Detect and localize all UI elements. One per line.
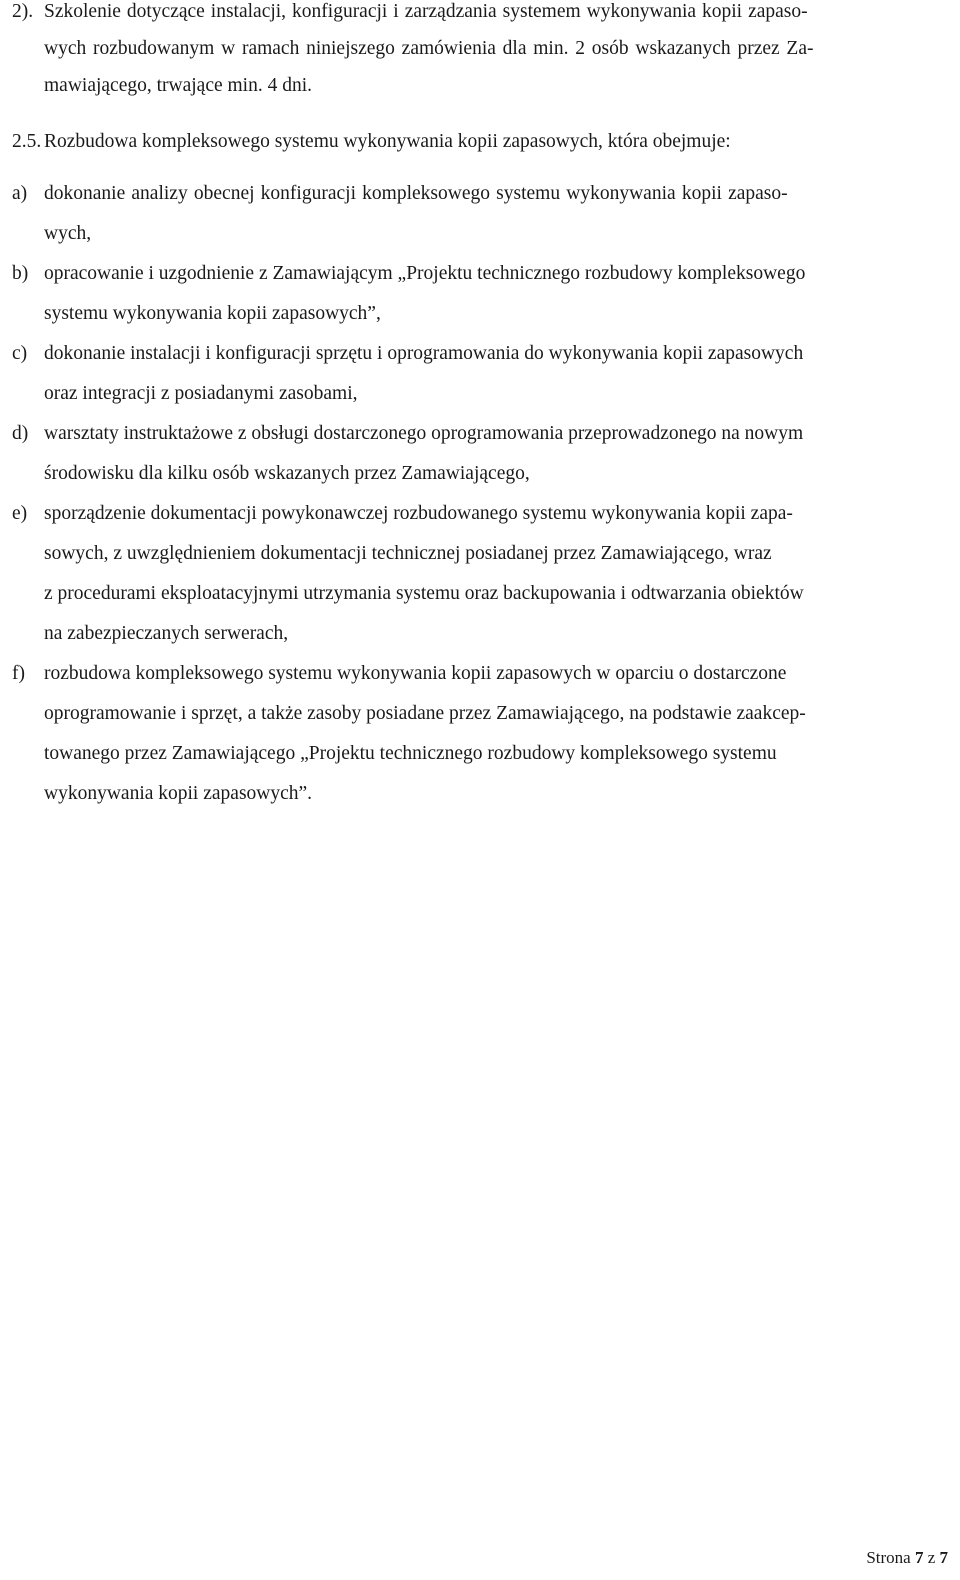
list-item-line: opracowanie i uzgodnienie z Zamawiającym „Projektu technicznego rozbudowy kompleksowego [44, 263, 806, 284]
footer-total-pages: 7 [939, 1548, 948, 1567]
list-item-marker: f) [12, 663, 25, 684]
list-item-line: sowych, z uwzględnieniem dokumentacji technicznej posiadanej przez Zamawiającego, wraz [44, 543, 772, 564]
list-item-line: towanego przez Zamawiającego „Projektu technicznego rozbudowy kompleksowego systemu [44, 743, 777, 764]
list-item-line: wych, [44, 223, 92, 244]
list-item-line: systemu wykonywania kopii zapasowych”, [44, 303, 381, 324]
list-item-line: dokonanie analizy obecnej konfiguracji kompleksowego systemu wykonywania kopii zapaso- [44, 183, 788, 204]
list-item-marker: d) [12, 423, 29, 444]
section-number: 2.5. [12, 131, 42, 152]
list-item-line: dokonanie instalacji i konfiguracji sprzętu i oprogramowania do wykonywania kopii zapasowych [44, 343, 804, 364]
list-item-marker: b) [12, 263, 29, 284]
section-title: Rozbudowa kompleksowego systemu wykonywania kopii zapasowych, która obejmuje: [44, 131, 731, 152]
footer-prefix: Strona [866, 1548, 911, 1567]
item-2-marker: 2). [12, 1, 34, 22]
list-item-marker: a) [12, 183, 28, 204]
item-2-line-2: wych rozbudowanym w ramach niniejszego zamówienia dla min. 2 osób wskazanych przez Za- [44, 38, 814, 59]
list-item-marker: c) [12, 343, 28, 364]
footer-current-page: 7 [914, 1548, 924, 1567]
list-item-line: na zabezpieczanych serwerach, [44, 623, 289, 644]
list-item-line: warsztaty instruktażowe z obsługi dostarczonego oprogramowania przeprowadzonego na nowym [44, 423, 804, 444]
list-item-line: z procedurami eksploatacyjnymi utrzymania systemu oraz backupowania i odtwarzania obiektów [44, 583, 804, 604]
list-item-line: oprogramowanie i sprzęt, a także zasoby posiadane przez Zamawiającego, na podstawie zaakcep- [44, 703, 806, 724]
list-item-line: sporządzenie dokumentacji powykonawczej rozbudowanego systemu wykonywania kopii zapa- [44, 503, 793, 524]
page-number-footer [866, 1546, 948, 1570]
list-item-line: wykonywania kopii zapasowych”. [44, 783, 313, 804]
list-item-line: oraz integracji z posiadanymi zasobami, [44, 383, 358, 404]
item-2-line-1: Szkolenie dotyczące instalacji, konfiguracji i zarządzania systemem wykonywania kopii zapaso- [44, 1, 808, 22]
footer-of: z [927, 1548, 936, 1567]
list-item-line: środowisku dla kilku osób wskazanych przez Zamawiającego, [44, 463, 530, 484]
list-item-marker: e) [12, 503, 28, 524]
item-2-line-3: mawiającego, trwające min. 4 dni. [44, 75, 313, 96]
list-item-line: rozbudowa kompleksowego systemu wykonywania kopii zapasowych w oparciu o dostarczone [44, 663, 787, 684]
